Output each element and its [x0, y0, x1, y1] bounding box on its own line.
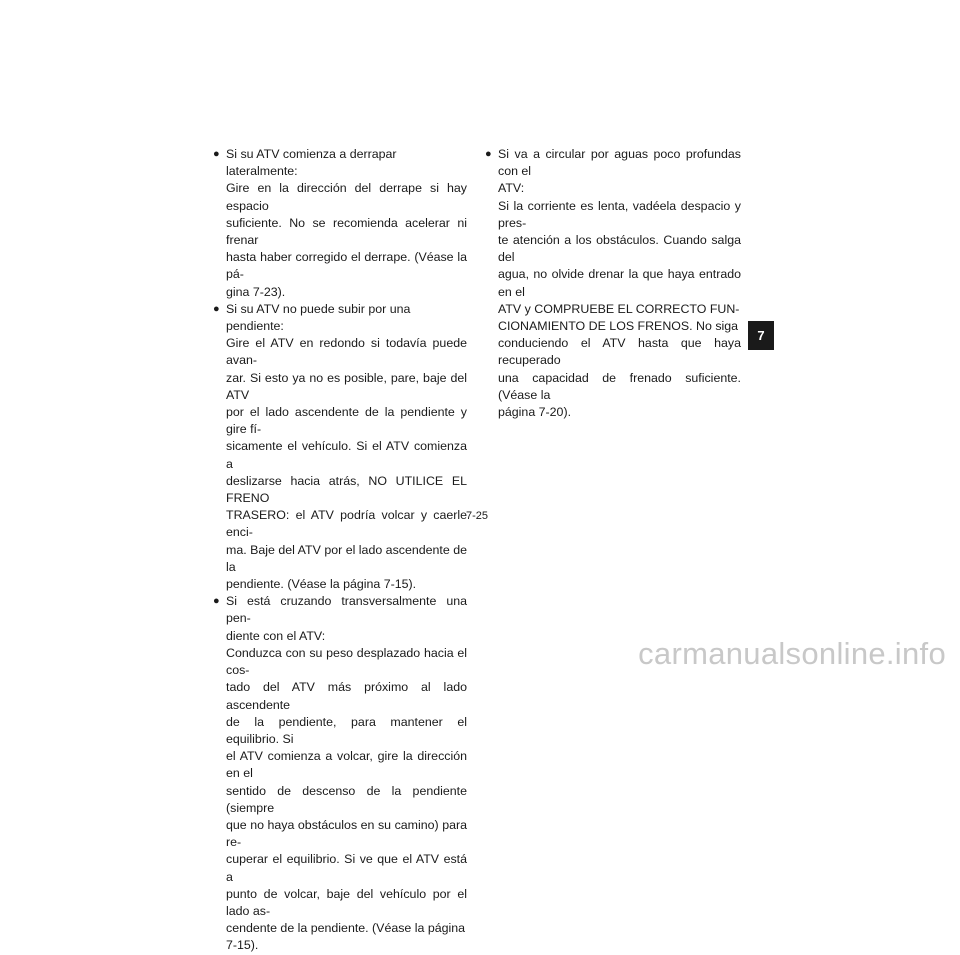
page-number: 7-25	[465, 510, 489, 522]
item-line: Si su ATV comienza a derrapar lateralmente:	[226, 147, 397, 179]
item-line: una capacidad de frenado suficiente. (Véase la	[498, 370, 741, 402]
bullet-icon: ●	[213, 302, 220, 315]
item-line: que no haya obstáculos en su camino) para re-	[226, 817, 467, 850]
chapter-tab: 7	[748, 321, 774, 350]
item-line: punto de volcar, baje del vehículo por el lado as-	[226, 886, 467, 918]
item-line: 7-15).	[226, 938, 259, 953]
bullet-item-water	[485, 146, 741, 421]
item-line: Gire en la dirección del derrape si hay espacio	[226, 181, 467, 213]
item-line: sicamente el vehículo. Si el ATV comienza a	[226, 439, 467, 471]
item-line: deslizarse hacia atrás, NO UTILICE EL FRENO	[226, 473, 467, 506]
item-line: Si va a circular por aguas poco profundas con el	[498, 147, 741, 179]
item-line: pendiente. (Véase la página 7-15).	[226, 577, 417, 592]
bullet-icon: ●	[485, 148, 492, 160]
item-line: por el lado ascendente de la pendiente y gire fí-	[226, 405, 467, 437]
item-line: hasta haber corregido el derrape. (Véase la pá-	[226, 250, 467, 282]
item-line: Conduzca con su peso desplazado hacia el cos-	[226, 645, 467, 678]
left-column	[213, 146, 467, 955]
bullet-icon: ●	[213, 595, 220, 608]
item-line: te atención a los obstáculos. Cuando salga del	[498, 233, 741, 265]
item-line: suficiente. No se recomienda acelerar ni frenar	[226, 215, 467, 248]
item-line: conduciendo el ATV hasta que haya recuperado	[498, 336, 741, 368]
item-line: agua, no olvide drenar la que haya entrado en el	[498, 267, 741, 299]
item-line: Si su ATV no puede subir por una pendiente:	[226, 301, 411, 334]
item-line: cendente de la pendiente. (Véase la página	[226, 921, 466, 936]
item-line: el ATV comienza a volcar, gire la dirección en el	[226, 749, 467, 781]
item-line: cuperar el equilibrio. Si ve que el ATV está a	[226, 852, 467, 884]
item-line: ATV y COMPRUEBE EL CORRECTO FUN-	[498, 301, 740, 316]
bullet-item-climb	[213, 301, 467, 593]
item-line: sentido de descenso de la pendiente (siempre	[226, 783, 467, 815]
item-line: ATV:	[498, 181, 525, 196]
item-line: zar. Si esto ya no es posible, pare, baje del ATV	[226, 370, 467, 402]
item-line: gina 7-23).	[226, 284, 286, 299]
item-line: página 7-20).	[498, 405, 572, 420]
item-line: Si la corriente es lenta, vadéela despacio y pres-	[498, 198, 741, 230]
item-line: Si está cruzando transversalmente una pen-	[226, 594, 467, 626]
item-line: CIONAMIENTO DE LOS FRENOS. No siga	[498, 319, 739, 334]
right-column	[485, 146, 741, 421]
item-line: Gire el ATV en redondo si todavía puede avan-	[226, 336, 467, 368]
watermark: carmanualsonline.info	[638, 636, 946, 671]
item-line: ma. Baje del ATV por el lado ascendente de la	[226, 542, 467, 574]
item-line: TRASERO: el ATV podría volcar y caerle enci-	[226, 508, 467, 540]
item-line: diente con el ATV:	[226, 628, 326, 643]
bullet-item-skid	[213, 146, 467, 301]
item-line: tado del ATV más próximo al lado ascendente	[226, 680, 467, 712]
item-line: de la pendiente, para mantener el equilibrio. Si	[226, 714, 467, 746]
bullet-icon: ●	[213, 148, 220, 160]
bullet-item-traverse	[213, 593, 467, 954]
